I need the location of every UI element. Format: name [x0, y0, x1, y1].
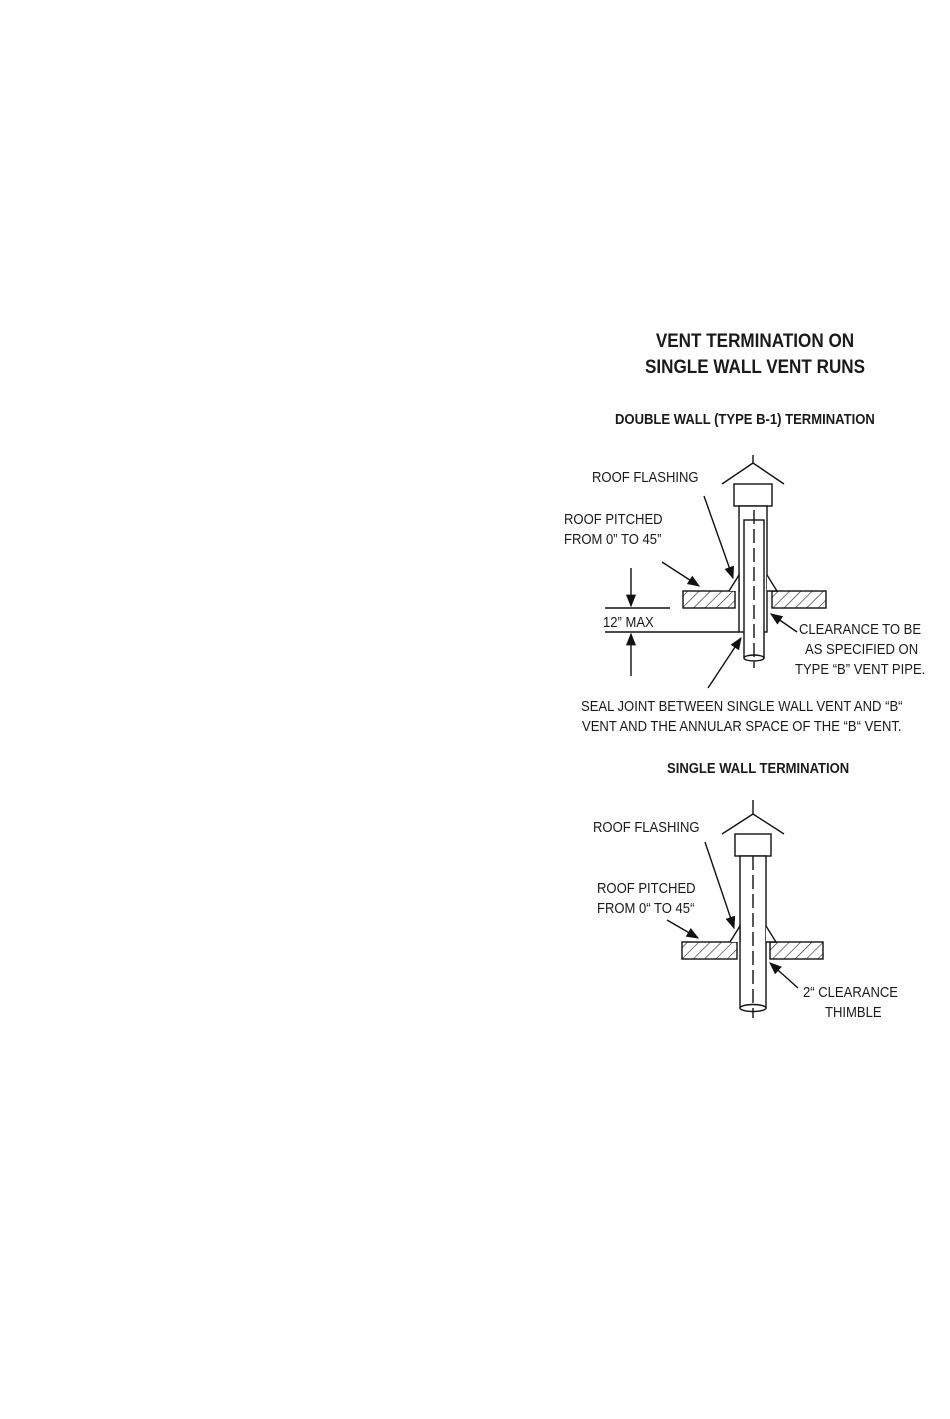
leader-thimble — [770, 963, 798, 988]
dw-max-label: 12” MAX — [603, 615, 654, 631]
leader-clearance — [771, 614, 797, 632]
dw-roof-flashing-label: ROOF FLASHING — [592, 470, 699, 486]
dw-clearance-label-1: CLEARANCE TO BE — [799, 622, 922, 638]
dw-clearance-label-2: AS SPECIFIED ON — [805, 642, 919, 658]
flashing-left-2 — [730, 926, 740, 942]
double-wall-heading: DOUBLE WALL (TYPE B-1) TERMINATION — [615, 412, 875, 428]
vent-cap — [722, 463, 784, 484]
main-title-line-1: VENT TERMINATION ON — [655, 331, 855, 352]
leader-roof-pitched-2 — [667, 920, 698, 938]
dw-seal-label-2: VENT AND THE ANNULAR SPACE OF THE “B“ VENT. — [582, 719, 902, 735]
leader-seal — [708, 638, 741, 688]
sw-clearance-label-2: THIMBLE — [825, 1005, 882, 1021]
leader-roof-flashing-2 — [705, 842, 734, 928]
main-title-line-2: SINGLE WALL VENT RUNS — [644, 357, 866, 378]
roof-right-hatch-2 — [770, 942, 823, 959]
dw-roof-pitched-label-1: ROOF PITCHED — [564, 512, 663, 528]
vent-cap-2 — [722, 814, 784, 834]
dw-clearance-label-3: TYPE “B” VENT PIPE. — [795, 662, 926, 678]
leader-roof-flashing — [704, 496, 733, 578]
dw-seal-label-1: SEAL JOINT BETWEEN SINGLE WALL VENT AND “B“ — [581, 699, 903, 715]
vent-cap-body-2 — [735, 834, 771, 856]
roof-left-hatch-2 — [682, 942, 737, 959]
flashing-right-2 — [766, 926, 776, 942]
flashing-right — [767, 575, 777, 591]
vent-cap-body — [734, 484, 772, 506]
sw-roof-pitched-label-1: ROOF PITCHED — [597, 881, 696, 897]
roof-left-hatch — [683, 591, 735, 608]
sw-roof-flashing-label: ROOF FLASHING — [593, 820, 700, 836]
single-wall-heading: SINGLE WALL TERMINATION — [667, 761, 850, 777]
sw-roof-pitched-label-2: FROM 0“ TO 45“ — [597, 901, 695, 917]
roof-right-hatch — [772, 591, 826, 608]
sw-clearance-label-1: 2“ CLEARANCE — [803, 985, 899, 1001]
dw-roof-pitched-label-2: FROM 0” TO 45” — [564, 532, 662, 548]
flashing-left — [729, 575, 739, 591]
double-wall-drawing — [605, 455, 826, 688]
leader-roof-pitched — [662, 562, 699, 586]
